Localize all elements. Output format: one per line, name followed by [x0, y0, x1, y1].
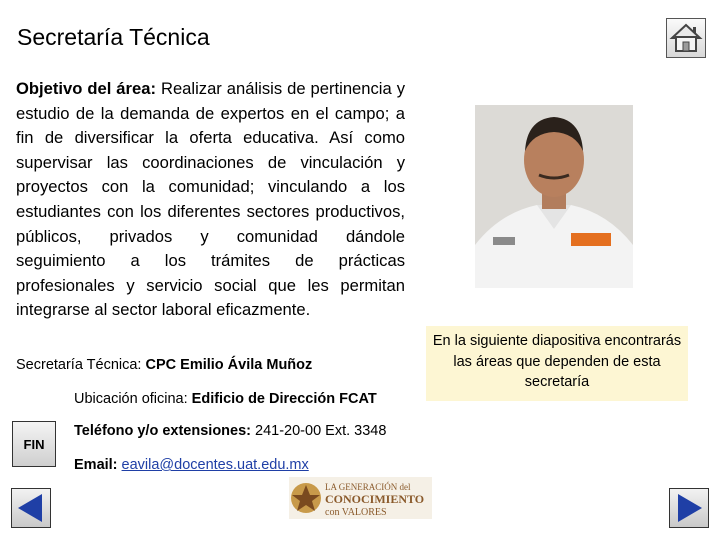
person-photo — [475, 105, 633, 288]
page-title: Secretaría Técnica — [17, 24, 210, 50]
fin-button[interactable]: FIN — [12, 421, 56, 467]
secretaria-name: CPC Emilio Ávila Muñoz — [145, 357, 313, 373]
arrow-right-icon — [670, 489, 708, 527]
location-label: Ubicación oficina: — [74, 391, 192, 407]
generacion-conocimiento-logo — [289, 477, 432, 519]
location-value: Edificio de Dirección FCAT — [191, 391, 377, 407]
house-icon — [667, 19, 705, 57]
phone-label: Teléfono y/o extensiones: — [74, 423, 256, 439]
next-button[interactable] — [669, 488, 709, 528]
phone-line — [74, 423, 386, 439]
email-label: Email: — [74, 457, 122, 473]
secretaria-line — [16, 357, 312, 373]
objective-label: Objetivo del área: — [16, 79, 156, 98]
email-link[interactable]: eavila@docentes.uat.edu.mx — [121, 457, 309, 473]
location-line — [74, 391, 377, 407]
previous-button[interactable] — [11, 488, 51, 528]
svg-text:con VALORES: con VALORES — [325, 507, 387, 518]
email-line — [74, 457, 309, 473]
phone-value: 241-20-00 Ext. 3348 — [255, 423, 387, 439]
objective-paragraph — [16, 77, 405, 323]
svg-text:LA GENERACIÓN del: LA GENERACIÓN del — [325, 482, 411, 492]
svg-text:CONOCIMIENTO: CONOCIMIENTO — [325, 492, 425, 506]
home-button[interactable] — [666, 18, 706, 58]
arrow-left-icon — [12, 489, 50, 527]
objective-text: Realizar análisis de pertinencia y estudio de la demanda de expertos en el campo; a fin de diversificar la oferta educativa. Así como supervisar las coordinaciones de vinculación y proyectos con la comunidad; vinculando a los estudiantes con los diferentes sectores productivos, públicos, privados y comunidad dándole seguimiento a los trámites de prácticas profesionales y servicio social que les permitan integrarse al sector laboral eficazmente. — [16, 79, 405, 320]
next-slide-note: En la siguiente diapositiva encontrarás las áreas que dependen de esta secretaría — [426, 326, 688, 401]
secretaria-label: Secretaría Técnica: — [16, 357, 146, 373]
